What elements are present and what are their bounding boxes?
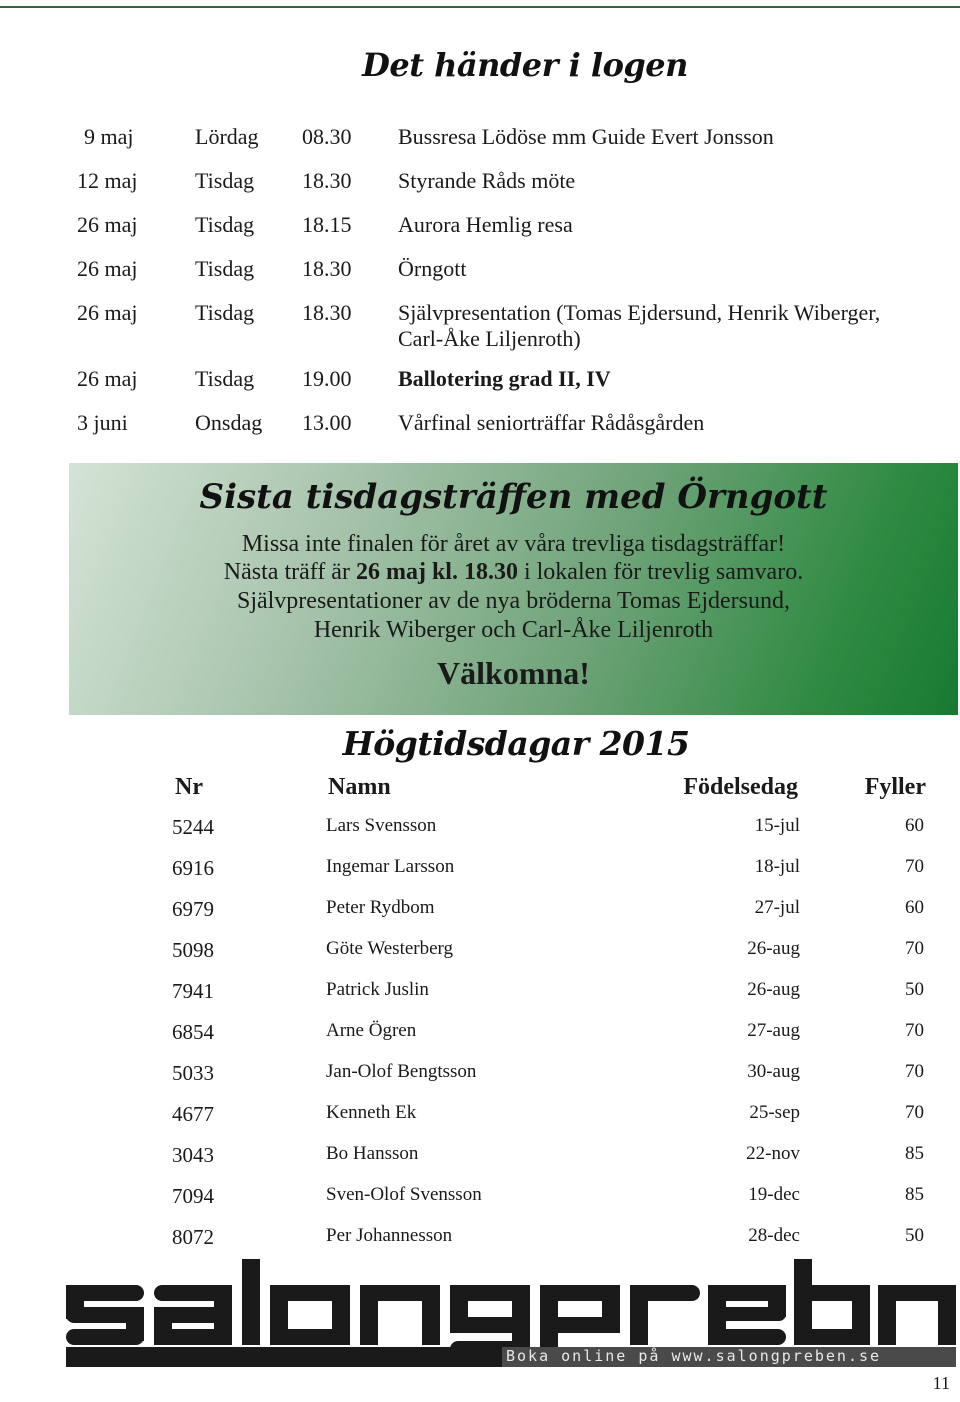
member-number: 6979 — [172, 897, 214, 921]
event-date: 26 maj — [77, 256, 138, 281]
event-day: Tisdag — [195, 300, 255, 325]
member-name: Peter Rydbom — [326, 897, 435, 918]
event-description: Bussresa Lödöse mm Guide Evert Jonsson — [398, 124, 774, 149]
birth-date: 26-aug — [747, 979, 800, 1000]
event-time: 18.30 — [302, 300, 352, 325]
column-header-date: Födelsedag — [683, 774, 798, 800]
member-name: Lars Svensson — [326, 815, 437, 836]
birth-date: 15-jul — [754, 815, 800, 836]
events-heading: Det händer i logen — [362, 46, 688, 84]
column-header-nr: Nr — [175, 774, 203, 800]
banner-line-text: Nästa träff är — [223, 559, 356, 585]
age-turning: 85 — [905, 1184, 924, 1205]
event-date: 26 maj — [77, 366, 138, 391]
event-day: Tisdag — [195, 256, 255, 281]
age-turning: 70 — [905, 938, 924, 959]
column-header-age: Fyller — [864, 774, 926, 800]
event-date: 12 maj — [77, 168, 138, 193]
birth-date: 26-aug — [747, 938, 800, 959]
birth-date: 27-jul — [754, 897, 800, 918]
ad-tagline: Boka online på www.salongpreben.se — [506, 1347, 882, 1365]
member-number: 3043 — [172, 1143, 214, 1167]
event-day: Tisdag — [195, 366, 255, 391]
member-number: 6916 — [172, 856, 214, 880]
age-turning: 60 — [905, 815, 924, 836]
age-turning: 70 — [905, 1020, 924, 1041]
birth-date: 28-dec — [748, 1225, 800, 1246]
member-name: Göte Westerberg — [326, 938, 454, 959]
event-description: Självpresentation (Tomas Ejdersund, Henrik Wiberger, — [398, 300, 881, 325]
member-name: Kenneth Ek — [326, 1102, 417, 1123]
member-name: Per Johannesson — [326, 1225, 453, 1246]
event-date: 3 juni — [77, 410, 128, 435]
event-time: 19.00 — [302, 366, 352, 391]
banner-meeting-time: 26 maj kl. 18.30 — [355, 559, 518, 585]
salongpreben-ad — [66, 1255, 956, 1367]
member-number: 7094 — [172, 1184, 214, 1208]
event-description: Aurora Hemlig resa — [398, 212, 573, 237]
banner-line-text: i lokalen för trevlig samvaro. — [517, 559, 804, 585]
member-number: 5098 — [172, 938, 214, 962]
event-description: Vårfinal seniorträffar Rådåsgården — [398, 410, 705, 435]
age-turning: 50 — [905, 979, 924, 1000]
event-time: 18.30 — [302, 256, 352, 281]
event-description: Örngott — [398, 256, 467, 281]
birth-date: 22-nov — [746, 1143, 800, 1164]
banner-line — [69, 559, 958, 586]
member-name: Bo Hansson — [326, 1143, 419, 1164]
event-day: Tisdag — [195, 212, 255, 237]
event-description-continued: Carl-Åke Liljenroth) — [398, 326, 581, 351]
banner-welcome: Välkomna! — [437, 655, 590, 691]
member-number: 7941 — [172, 979, 214, 1003]
member-name: Patrick Juslin — [326, 979, 429, 1000]
birthdays-heading: Högtidsdagar 2015 — [342, 724, 690, 763]
member-number: 4677 — [172, 1102, 214, 1126]
event-description: Ballotering grad II, IV — [398, 366, 611, 391]
banner-line: Missa inte finalen för året av våra trevliga tisdagsträffar! — [241, 531, 786, 557]
birth-date: 18-jul — [754, 856, 800, 877]
birth-date: 25-sep — [749, 1102, 800, 1123]
top-rule — [0, 6, 960, 8]
event-description: Styrande Råds möte — [398, 168, 576, 193]
member-name: Sven-Olof Svensson — [326, 1184, 482, 1205]
age-turning: 50 — [905, 1225, 924, 1246]
birth-date: 30-aug — [747, 1061, 800, 1082]
column-header-name: Namn — [328, 774, 391, 800]
age-turning: 85 — [905, 1143, 924, 1164]
event-time: 18.30 — [302, 168, 352, 193]
banner-line: Henrik Wiberger och Carl-Åke Liljenroth — [313, 617, 714, 643]
event-day: Tisdag — [195, 168, 255, 193]
age-turning: 70 — [905, 1102, 924, 1123]
member-name: Arne Ögren — [326, 1020, 417, 1041]
event-time: 18.15 — [302, 212, 352, 237]
member-name: Jan-Olof Bengtsson — [326, 1061, 477, 1082]
page-number: 11 — [932, 1373, 950, 1393]
birth-date: 27-aug — [747, 1020, 800, 1041]
announcement-banner — [69, 463, 958, 715]
member-number: 8072 — [172, 1225, 214, 1249]
member-number: 5244 — [172, 815, 214, 839]
event-day: Onsdag — [195, 410, 263, 435]
member-name: Ingemar Larsson — [326, 856, 455, 877]
member-number: 6854 — [172, 1020, 214, 1044]
banner-title: Sista tisdagsträffen med Örngott — [199, 477, 828, 517]
event-date: 26 maj — [77, 212, 138, 237]
banner-line: Självpresentationer av de nya bröderna Tomas Ejdersund, — [236, 588, 791, 614]
birth-date: 19-dec — [748, 1184, 800, 1205]
event-time: 08.30 — [302, 124, 352, 149]
age-turning: 70 — [905, 1061, 924, 1082]
member-number: 5033 — [172, 1061, 214, 1085]
event-date: 26 maj — [77, 300, 138, 325]
age-turning: 70 — [905, 856, 924, 877]
event-day: Lördag — [195, 124, 259, 149]
age-turning: 60 — [905, 897, 924, 918]
event-time: 13.00 — [302, 410, 352, 435]
event-date: 9 maj — [84, 124, 134, 149]
